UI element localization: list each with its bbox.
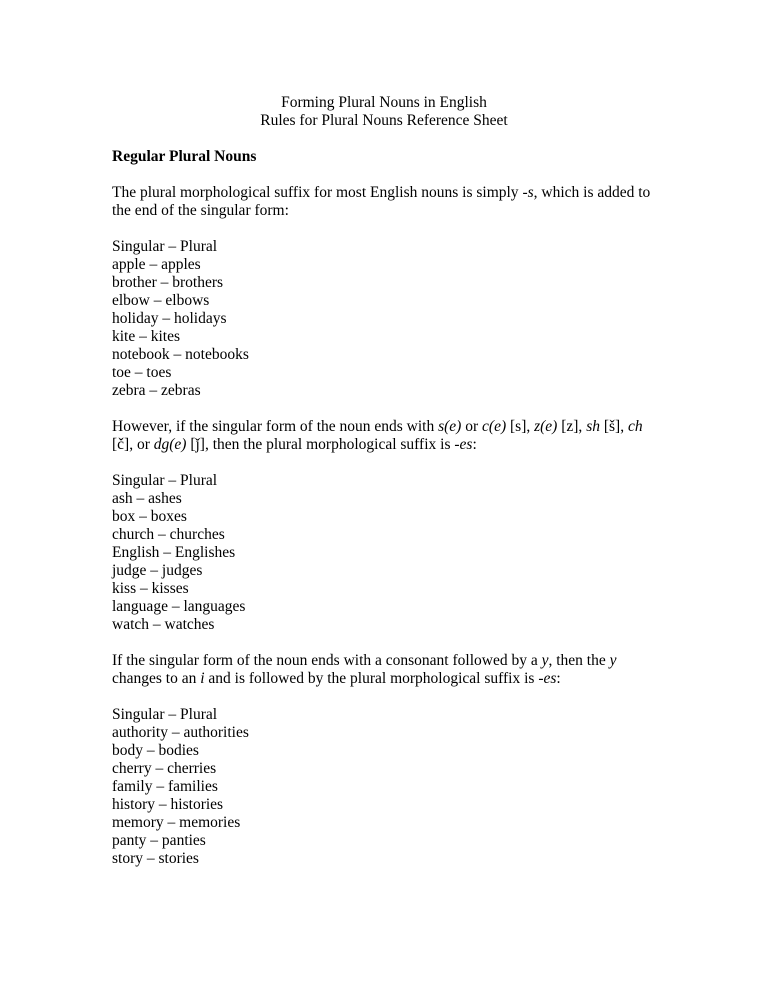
document-title bbox=[0, 94, 768, 130]
title-line-1: Forming Plural Nouns in English bbox=[281, 94, 487, 111]
list-item: toe – toes bbox=[112, 364, 172, 381]
list-item: memory – memories bbox=[112, 814, 241, 831]
list-item: judge – judges bbox=[112, 562, 203, 579]
paragraph-text: If the singular form of the noun ends with a consonant followed by a bbox=[112, 652, 542, 669]
list-item: cherry – cherries bbox=[112, 760, 217, 777]
section-heading: Regular Plural Nouns bbox=[112, 148, 257, 165]
paragraph-es-rule bbox=[112, 418, 657, 454]
list-header: Singular – Plural bbox=[112, 238, 218, 255]
paragraph-text: : bbox=[556, 670, 561, 687]
italic-term: -es bbox=[538, 670, 557, 687]
list-item: English – Englishes bbox=[112, 544, 236, 561]
paragraph-text: [ǰ], then the plural morphological suffix is bbox=[186, 436, 455, 453]
paragraph-regular-plural bbox=[112, 184, 657, 220]
italic-term: y bbox=[609, 652, 617, 669]
list-item: ash – ashes bbox=[112, 490, 182, 507]
italic-term: sh bbox=[586, 418, 600, 435]
list-item: brother – brothers bbox=[112, 274, 224, 291]
paragraph-text: [š], bbox=[599, 418, 628, 435]
word-list-s bbox=[112, 238, 657, 400]
italic-term: ch bbox=[627, 418, 643, 435]
paragraph-text: , which is added to the end of the singular form: bbox=[112, 184, 651, 219]
list-item: authority – authorities bbox=[112, 724, 249, 741]
paragraph-text: and is followed by the plural morphological suffix is bbox=[204, 670, 539, 687]
list-item: family – families bbox=[112, 778, 218, 795]
suffix-term: -s bbox=[522, 184, 534, 201]
list-item: elbow – elbows bbox=[112, 292, 210, 309]
paragraph-text: [č], or bbox=[112, 436, 154, 453]
list-item: holiday – holidays bbox=[112, 310, 227, 327]
list-item: panty – panties bbox=[112, 832, 206, 849]
list-item: kiss – kisses bbox=[112, 580, 189, 597]
list-item: watch – watches bbox=[112, 616, 215, 633]
list-item: history – histories bbox=[112, 796, 224, 813]
italic-term: s(e) bbox=[438, 418, 462, 435]
italic-term: y bbox=[541, 652, 549, 669]
italic-term: z(e) bbox=[534, 418, 558, 435]
list-item: body – bodies bbox=[112, 742, 199, 759]
paragraph-y-rule bbox=[112, 652, 657, 688]
list-item: church – churches bbox=[112, 526, 225, 543]
list-item: box – boxes bbox=[112, 508, 187, 525]
italic-term: c(e) bbox=[482, 418, 507, 435]
paragraph-text: or bbox=[461, 418, 483, 435]
list-header: Singular – Plural bbox=[112, 472, 218, 489]
paragraph-text: : bbox=[472, 436, 477, 453]
list-header: Singular – Plural bbox=[112, 706, 218, 723]
italic-term: -es bbox=[454, 436, 473, 453]
italic-term: i bbox=[200, 670, 205, 687]
word-list-ies bbox=[112, 706, 657, 868]
title-line-2: Rules for Plural Nouns Reference Sheet bbox=[260, 112, 508, 129]
list-item: kite – kites bbox=[112, 328, 181, 345]
word-list-es bbox=[112, 472, 657, 634]
paragraph-text: , then the bbox=[548, 652, 610, 669]
paragraph-text: [s], bbox=[506, 418, 535, 435]
list-item: zebra – zebras bbox=[112, 382, 201, 399]
italic-term: dg(e) bbox=[153, 436, 187, 453]
paragraph-text: However, if the singular form of the noun ends with bbox=[112, 418, 439, 435]
list-item: language – languages bbox=[112, 598, 246, 615]
document-body bbox=[112, 148, 657, 886]
paragraph-text: The plural morphological suffix for most English nouns is simply bbox=[112, 184, 523, 201]
list-item: apple – apples bbox=[112, 256, 201, 273]
paragraph-text: [z], bbox=[557, 418, 587, 435]
list-item: notebook – notebooks bbox=[112, 346, 249, 363]
list-item: story – stories bbox=[112, 850, 199, 867]
paragraph-text: changes to an bbox=[112, 670, 201, 687]
